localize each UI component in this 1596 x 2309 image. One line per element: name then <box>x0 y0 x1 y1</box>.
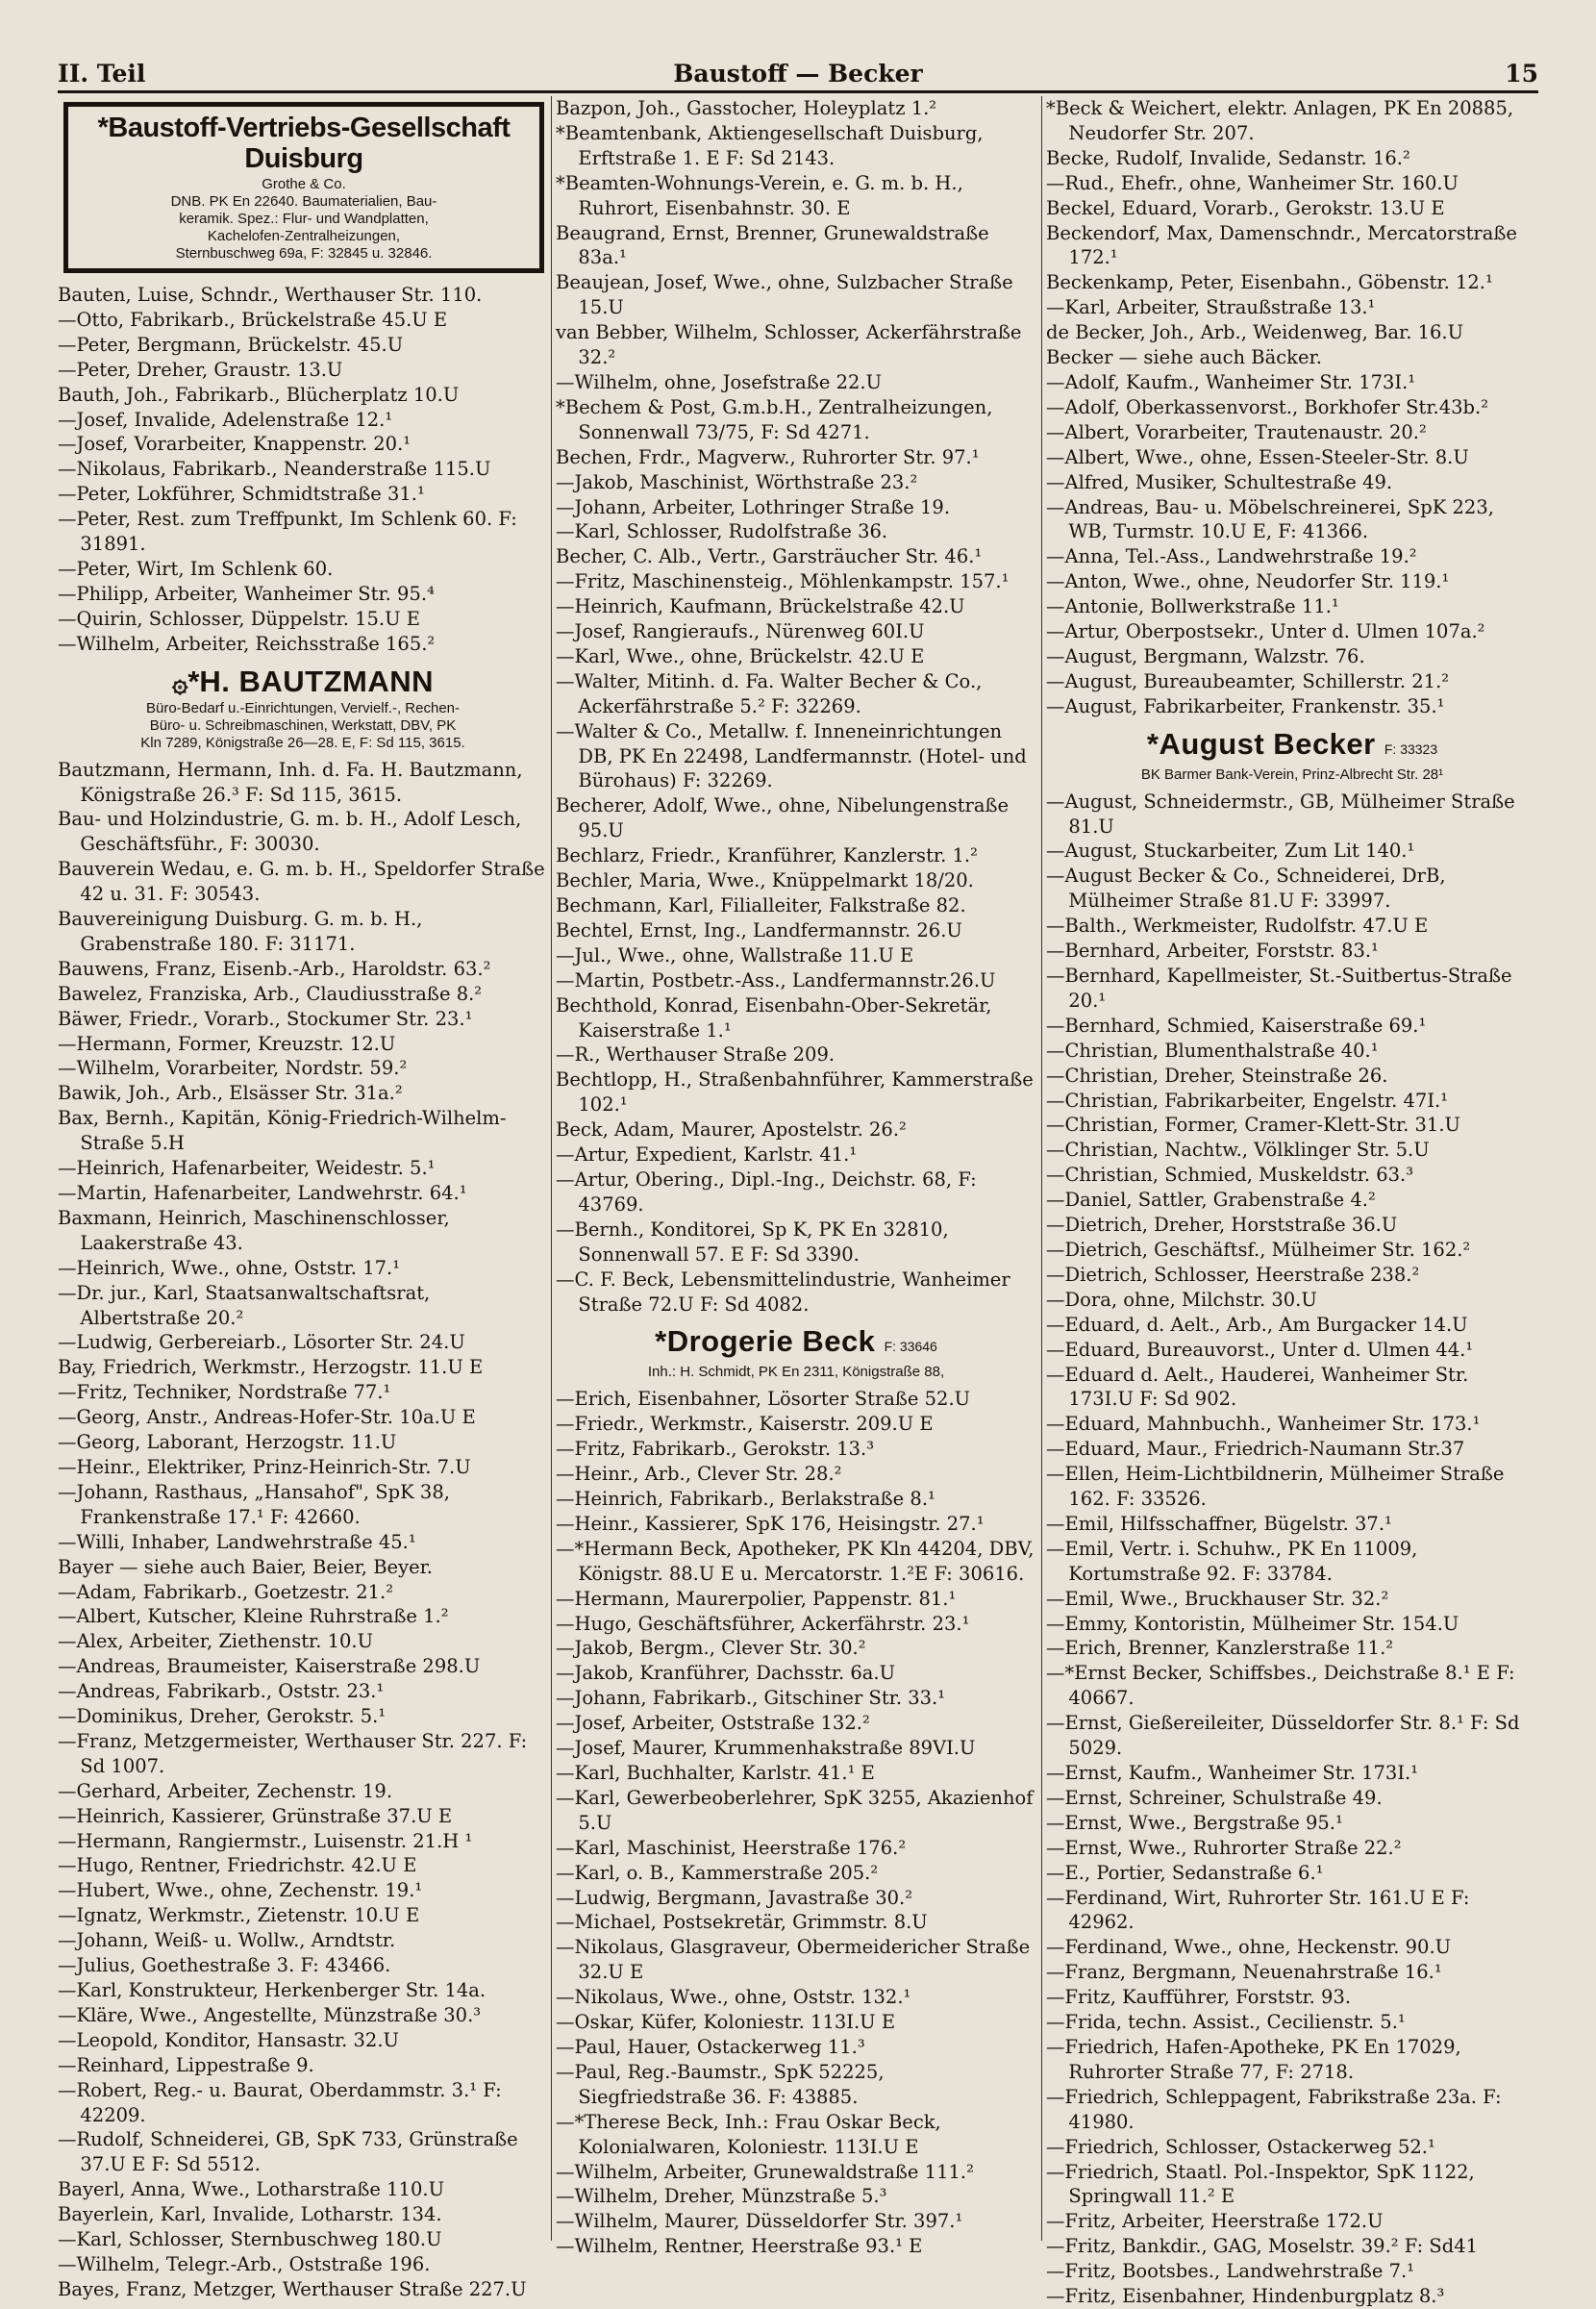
advert-line: Sternbuschweg 69a, F: 32845 u. 32846. <box>175 245 433 262</box>
directory-entry: —Oskar, Küfer, Koloniestr. 113I.U E <box>556 2011 896 2034</box>
directory-entry: —Nikolaus, Fabrikarb., Neanderstraße 115.U <box>58 458 491 481</box>
directory-entry: —Ludwig, Bergmann, Javastraße 30.² <box>556 1886 913 1909</box>
directory-entry: —Martin, Postbetr.-Ass., Landfermannstr.26.U <box>556 968 996 991</box>
directory-entry: —August, Bergmann, Walzstr. 76. <box>1046 644 1365 667</box>
directory-entry: —Erich, Eisenbahner, Lösorter Straße 52.U <box>556 1388 971 1411</box>
directory-entry: —Reinhard, Lippestraße 9. <box>58 2053 314 2076</box>
directory-entry: —Fritz, Bootsbes., Landwehrstraße 7.¹ <box>1046 2260 1415 2283</box>
directory-entry: —Johann, Weiß- u. Wollw., Arndtstr. <box>58 1929 396 1952</box>
directory-entry: —Bernh., Konditorei, Sp K, PK En 32810, Sonnenwall 57. E F: Sd 3390. <box>556 1217 949 1266</box>
directory-entry: —Kläre, Wwe., Angestellte, Münzstraße 30.³ <box>58 2003 482 2026</box>
advert-drogerie-beck <box>556 1324 1036 1381</box>
directory-entry: *Beamtenbank, Aktiengesellschaft Duisburg, Erftstraße 1. E F: Sd 2143. <box>556 121 984 169</box>
directory-entry: Bechlarz, Friedr., Kranführer, Kanzlerstr. 1.² <box>556 844 978 867</box>
directory-entry: Bayes, Franz, Metzger, Werthauser Straße 227.U <box>58 2277 527 2300</box>
directory-entry: —*Therese Beck, Inh.: Frau Oskar Beck, Kolonialwaren, Koloniestr. 113I.U E <box>556 2110 941 2158</box>
directory-entry: —Peter, Dreher, Graustr. 13.U <box>58 358 343 381</box>
directory-entry: —Friedrich, Hafen-Apotheke, PK En 17029, Ruhrorter Straße 77, F: 2718. <box>1046 2035 1461 2083</box>
directory-entry: —Wilhelm, Telegr.-Arb., Oststraße 196. <box>58 2252 431 2275</box>
directory-entry: —Karl, Wwe., ohne, Brückelstr. 42.U E <box>556 644 925 667</box>
directory-entry: Beckendorf, Max, Damenschndr., Mercatorstraße 172.¹ <box>1046 221 1517 269</box>
directory-entry: —August, Stuckarbeiter, Zum Lit 140.¹ <box>1046 840 1415 863</box>
directory-entry: Bauth, Joh., Fabrikarb., Blücherplatz 10.U <box>58 383 460 406</box>
directory-entry: —Artur, Expedient, Karlstr. 41.¹ <box>556 1143 858 1167</box>
directory-entry: Bechtel, Ernst, Ing., Landfermannstr. 26.U <box>556 918 962 941</box>
entry-list <box>58 758 548 2302</box>
directory-entry: —August Becker & Co., Schneiderei, DrB, Mülheimer Straße 81.U F: 33997. <box>1046 865 1446 913</box>
directory-entry: —Nikolaus, Wwe., ohne, Oststr. 132.¹ <box>556 1986 911 2009</box>
directory-entry: —Fritz, Fabrikarb., Gerokstr. 13.³ <box>556 1438 875 1461</box>
directory-entry: —August, Schneidermstr., GB, Mülheimer Straße 81.U <box>1046 790 1515 838</box>
directory-entry: —Andreas, Bau- u. Möbelschreinerei, SpK 223, WB, Turmstr. 10.U E, F: 41366. <box>1046 495 1494 543</box>
directory-entry: —Walter & Co., Metallw. f. Inneneinrichtungen DB, PK En 22498, Landfermannstr. (Hotel- und Bürohaus) F: 32269. <box>556 719 1027 792</box>
header-title: Baustoff — Becker <box>673 60 923 88</box>
directory-entry: Bawik, Joh., Arb., Elsässer Str. 31a.² <box>58 1082 403 1105</box>
directory-entry: —Fritz, Bankdir., GAG, Moselstr. 39.² F: Sd41 <box>1046 2235 1479 2258</box>
directory-entry: —Ernst, Kaufm., Wanheimer Str. 173I.¹ <box>1046 1762 1419 1784</box>
directory-entry: —Gerhard, Arbeiter, Zechenstr. 19. <box>58 1779 393 1802</box>
directory-entry: —Balth., Werkmeister, Rudolfstr. 47.U E <box>1046 915 1429 938</box>
directory-entry: Bechmann, Karl, Filialleiter, Falkstraße 82. <box>556 894 966 916</box>
directory-entry: van Bebber, Wilhelm, Schlosser, Ackerfährstraße 32.² <box>556 321 1022 369</box>
directory-entry: —Karl, o. B., Kammerstraße 205.² <box>556 1861 879 1884</box>
directory-entry: —Hugo, Rentner, Friedrichstr. 42.U E <box>58 1854 417 1877</box>
directory-entry: —Heinrich, Kaufmann, Brückelstraße 42.U <box>556 595 965 618</box>
directory-entry: —Hermann, Rangiermstr., Luisenstr. 21.H ¹ <box>58 1829 473 1852</box>
directory-entry: Beck, Adam, Maurer, Apostelstr. 26.² <box>556 1118 907 1142</box>
directory-entry: —Alex, Arbeiter, Ziethenstr. 10.U <box>58 1630 374 1653</box>
directory-entry: —Eduard d. Aelt., Hauderei, Wanheimer Str. 173I.U F: Sd 902. <box>1046 1363 1469 1411</box>
directory-entry: —Ernst, Schreiner, Schulstraße 49. <box>1046 1786 1383 1809</box>
directory-entry: —Dr. jur., Karl, Staatsanwaltschaftsrat, Albertstraße 20.² <box>58 1281 431 1329</box>
directory-entry: Beckel, Eduard, Vorarb., Gerokstr. 13.U E <box>1046 196 1445 219</box>
directory-entry: —Peter, Bergmann, Brückelstr. 45.U <box>58 333 404 356</box>
directory-entry: —Willi, Inhaber, Landwehrstraße 45.¹ <box>58 1530 416 1553</box>
directory-entry: Bäwer, Friedr., Vorarb., Stockumer Str. 23.¹ <box>58 1007 473 1030</box>
directory-entry: —*Hermann Beck, Apotheker, PK Kln 44204, DBV, Königstr. 88.U E u. Mercatorstr. 1.²E F: 30616. <box>556 1537 1035 1585</box>
advert-line: DNB. PK En 22640. Baumaterialien, Bau- <box>170 193 437 210</box>
advert-phone: F: 33646 <box>884 1339 937 1355</box>
directory-entry: —August, Fabrikarbeiter, Frankenstr. 35.¹ <box>1046 694 1445 717</box>
header-rule <box>58 90 1538 93</box>
advert-line: BK Barmer Bank-Verein, Prinz-Albrecht Str. 28¹ <box>1140 765 1444 783</box>
directory-entry: —Albert, Vorarbeiter, Trautenaustr. 20.² <box>1046 420 1427 443</box>
directory-entry: Bayerl, Anna, Wwe., Lotharstraße 110.U <box>58 2178 444 2201</box>
advert-line: Büro-Bedarf u.-Einrichtungen, Vervielf.-, Rechen- <box>146 699 460 716</box>
directory-entry: —Adam, Fabrikarb., Goetzestr. 21.² <box>58 1580 394 1603</box>
column-divider <box>551 96 552 2241</box>
directory-entry: —Nikolaus, Glasgraveur, Obermeidericher Straße 32.U E <box>556 1936 1031 1984</box>
directory-entry: —Heinr., Kassierer, SpK 176, Heisingstr. 27.¹ <box>556 1512 985 1535</box>
directory-entry: —Georg, Anstr., Andreas-Hofer-Str. 10a.U E <box>58 1406 476 1429</box>
directory-entry: —Josef, Vorarbeiter, Knappenstr. 20.¹ <box>58 433 411 456</box>
directory-entry: —Wilhelm, Vorarbeiter, Nordstr. 59.² <box>58 1057 408 1080</box>
directory-entry: —Ignatz, Werkmstr., Zietenstr. 10.U E <box>58 1904 420 1927</box>
directory-entry: *Beck & Weichert, elektr. Anlagen, PK En 20885, Neudorfer Str. 207. <box>1046 97 1514 144</box>
directory-entry: —Alfred, Musiker, Schultestraße 49. <box>1046 470 1393 493</box>
directory-entry: —Christian, Former, Cramer-Klett-Str. 31.U <box>1046 1114 1460 1137</box>
directory-entry: —Robert, Reg.- u. Baurat, Oberdammstr. 3.¹ F: 42209. <box>58 2078 502 2126</box>
directory-entry: —Philipp, Arbeiter, Wanheimer Str. 95.⁴ <box>58 582 435 605</box>
directory-entry: —Bernhard, Arbeiter, Forststr. 83.¹ <box>1046 940 1379 963</box>
bautzmann-logo-icon: ۞ <box>171 666 188 697</box>
directory-entry: Bax, Bernh., Kapitän, König-Friedrich-Wilhelm-Straße 5.H <box>58 1107 507 1155</box>
directory-entry: —Christian, Dreher, Steinstraße 26. <box>1046 1064 1388 1087</box>
advert-line: Büro- u. Schreibmaschinen, Werkstatt, DBV, PK <box>149 716 457 734</box>
directory-entry: *Bechem & Post, G.m.b.H., Zentralheizungen, Sonnenwall 73/75, F: Sd 4271. <box>556 395 993 443</box>
directory-entry: Becher, C. Alb., Vertr., Garsträucher Str. 46.¹ <box>556 545 983 568</box>
advert-title: *Baustoff-Vertriebs-Gesellschaft Duisburg <box>97 113 511 174</box>
directory-entry: —R., Werthauser Straße 209. <box>556 1043 835 1067</box>
directory-entry: —Adolf, Oberkassenvorst., Borkhofer Str.43b.² <box>1046 395 1489 418</box>
directory-entry: —Dietrich, Schlosser, Heerstraße 238.² <box>1046 1263 1420 1286</box>
directory-entry: —Martin, Hafenarbeiter, Landwehrstr. 64.¹ <box>58 1182 467 1204</box>
directory-entry: —Heinrich, Hafenarbeiter, Weidestr. 5.¹ <box>58 1157 436 1180</box>
directory-entry: —Michael, Postsekretär, Grimmstr. 8.U <box>556 1911 928 1934</box>
directory-entry: —Hubert, Wwe., ohne, Zechenstr. 19.¹ <box>58 1879 423 1902</box>
directory-entry: —Karl, Schlosser, Sternbuschweg 180.U <box>58 2228 442 2251</box>
directory-entry: —Peter, Wirt, Im Schlenk 60. <box>58 557 334 580</box>
directory-entry: —Heinrich, Fabrikarb., Berlakstraße 8.¹ <box>556 1488 935 1511</box>
directory-entry: Bauvereinigung Duisburg. G. m. b. H., Grabenstraße 180. F: 31171. <box>58 908 423 955</box>
directory-entry: Beckenkamp, Peter, Eisenbahn., Göbenstr. 12.¹ <box>1046 271 1493 294</box>
directory-entry: —Johann, Rasthaus, „Hansahof", SpK 38, Frankenstraße 17.¹ F: 42660. <box>58 1480 450 1528</box>
column-1 <box>58 96 548 2300</box>
directory-entry: Beaugrand, Ernst, Brenner, Grunewaldstraße 83a.¹ <box>556 221 989 269</box>
directory-entry: —Ellen, Heim-Lichtbildnerin, Mülheimer Straße 162. F: 33526. <box>1046 1463 1505 1511</box>
directory-entry: Bauten, Luise, Schndr., Werthauser Str. 110. <box>58 284 483 306</box>
entry-list <box>1046 96 1538 719</box>
directory-entry: —Dietrich, Geschäftsf., Mülheimer Str. 162.² <box>1046 1238 1471 1261</box>
directory-entry: —Albert, Wwe., ohne, Essen-Steeler-Str. 8.U <box>1046 445 1469 468</box>
directory-entry: —Emil, Vertr. i. Schuhw., PK En 11009, Kortumstraße 92. F: 33784. <box>1046 1537 1418 1585</box>
directory-entry: —C. F. Beck, Lebensmittelindustrie, Wanheimer Straße 72.U F: Sd 4082. <box>556 1267 1010 1316</box>
directory-entry: —Quirin, Schlosser, Düppelstr. 15.U E <box>58 607 420 630</box>
directory-entry: —Josef, Rangieraufs., Nürenweg 60I.U <box>556 620 925 643</box>
directory-entry: —Jakob, Bergm., Clever Str. 30.² <box>556 1637 866 1660</box>
advert-title: *Drogerie Beck <box>655 1324 876 1359</box>
directory-entry: —Julius, Goethestraße 3. F: 43466. <box>58 1954 391 1977</box>
directory-entry: —Johann, Arbeiter, Lothringer Straße 19. <box>556 495 951 518</box>
directory-entry: —Andreas, Fabrikarb., Oststr. 23.¹ <box>58 1680 385 1703</box>
directory-entry: —Jakob, Maschinist, Wörthstraße 23.² <box>556 470 918 493</box>
advert-bautzmann <box>58 665 548 752</box>
directory-entry: —Friedrich, Staatl. Pol.-Inspektor, SpK 1122, Springwall 11.² E <box>1046 2160 1475 2208</box>
directory-entry: —Heinr., Elektriker, Prinz-Heinrich-Str. 7.U <box>58 1455 471 1478</box>
directory-entry: Bauverein Wedau, e. G. m. b. H., Speldorfer Straße 42 u. 31. F: 30543. <box>58 858 545 906</box>
directory-entry: —Wilhelm, Dreher, Münzstraße 5.³ <box>556 2185 887 2208</box>
directory-entry: Bazpon, Joh., Gasstocher, Holeyplatz 1.² <box>556 97 937 119</box>
advert-title: *August Becker <box>1146 726 1376 761</box>
directory-entry: —Emmy, Kontoristin, Mülheimer Str. 154.U <box>1046 1612 1459 1635</box>
directory-entry: —Antonie, Bollwerkstraße 11.¹ <box>1046 595 1339 618</box>
directory-entry: —Jakob, Kranführer, Dachsstr. 6a.U <box>556 1662 896 1685</box>
entry-list <box>556 96 1036 1317</box>
directory-entry: Bechen, Frdr., Magverw., Ruhrorter Str. 97.¹ <box>556 445 980 468</box>
directory-entry: —Heinr., Arb., Clever Str. 28.² <box>556 1463 842 1486</box>
directory-entry: Bayerlein, Karl, Invalide, Lotharstr. 134. <box>58 2203 442 2226</box>
advert-august-becker <box>1046 727 1538 784</box>
advert-phone: F: 33323 <box>1384 740 1438 757</box>
directory-entry: —Fritz, Techniker, Nordstraße 77.¹ <box>58 1381 391 1404</box>
directory-entry: —Otto, Fabrikarb., Brückelstraße 45.U E <box>58 308 448 331</box>
directory-entry: —Dominikus, Dreher, Gerokstr. 5.¹ <box>58 1705 387 1728</box>
directory-entry: Bechthold, Konrad, Eisenbahn-Ober-Sekretär, Kaiserstraße 1.¹ <box>556 993 992 1042</box>
directory-entry: —Eduard, Bureauvorst., Unter d. Ulmen 44.¹ <box>1046 1338 1474 1361</box>
directory-entry: —Johann, Fabrikarb., Gitschiner Str. 33.¹ <box>556 1687 946 1710</box>
directory-entry: —Emil, Hilfsschaffner, Bügelstr. 37.¹ <box>1046 1512 1392 1535</box>
directory-entry: —Wilhelm, Rentner, Heerstraße 93.¹ E <box>556 2235 923 2258</box>
directory-entry: *Beamten-Wohnungs-Verein, e. G. m. b. H., Ruhrort, Eisenbahnstr. 30. E <box>556 171 963 219</box>
directory-entry: Beaujean, Josef, Wwe., ohne, Sulzbacher Straße 15.U <box>556 271 1013 319</box>
directory-entry: —Paul, Hauer, Ostackerweg 11.³ <box>556 2035 865 2058</box>
directory-entry: Bautzmann, Hermann, Inh. d. Fa. H. Bautzmann, Königstraße 26.³ F: Sd 115, 3615. <box>58 758 523 806</box>
directory-entry: Bayer — siehe auch Baier, Beier, Beyer. <box>58 1555 434 1578</box>
header-part-label: II. Teil <box>58 60 146 88</box>
directory-entry: —Friedrich, Schlosser, Ostackerweg 52.¹ <box>1046 2135 1435 2158</box>
directory-entry: —Fritz, Eisenbahner, Hindenburgplatz 8.³ <box>1046 2285 1445 2308</box>
directory-entry: —Franz, Metzgermeister, Werthauser Str. 227. F: Sd 1007. <box>58 1729 528 1777</box>
directory-entry: —Karl, Maschinist, Heerstraße 176.² <box>556 1836 907 1859</box>
directory-entry: —Bernhard, Kapellmeister, St.-Suitbertus-Straße 20.¹ <box>1046 965 1512 1012</box>
directory-entry: —Fritz, Maschinensteig., Möhlenkampstr. 157.¹ <box>556 570 1010 593</box>
directory-entry: —Christian, Nachtw., Völklinger Str. 5.U <box>1046 1139 1430 1162</box>
directory-entry: —Hermann, Maurerpolier, Pappenstr. 81.¹ <box>556 1587 957 1610</box>
directory-entry: —Walter, Mitinh. d. Fa. Walter Becher & Co., Ackerfährstraße 5.² F: 32269. <box>556 669 983 717</box>
directory-entry: —Karl, Konstrukteur, Herkenberger Str. 14a. <box>58 1979 486 2001</box>
directory-entry: Becker — siehe auch Bäcker. <box>1046 346 1322 369</box>
directory-entry: —Hermann, Former, Kreuzstr. 12.U <box>58 1032 396 1055</box>
directory-entry: Bawelez, Franziska, Arb., Claudiusstraße 8.² <box>58 982 483 1005</box>
page-number: 15 <box>1505 60 1538 88</box>
directory-entry: —Artur, Obering., Dipl.-Ing., Deichstr. 68, F: 43769. <box>556 1167 977 1216</box>
directory-entry: —Fritz, Kaufführer, Forststr. 93. <box>1046 1986 1352 2009</box>
directory-entry: —Andreas, Braumeister, Kaiserstraße 298.U <box>58 1655 481 1678</box>
directory-entry: —Christian, Schmied, Muskeldstr. 63.³ <box>1046 1164 1414 1187</box>
directory-entry: —Jul., Wwe., ohne, Wallstraße 11.U E <box>556 943 914 966</box>
directory-entry: —Heinrich, Kassierer, Grünstraße 37.U E <box>58 1804 453 1827</box>
directory-entry: Bau- und Holzindustrie, G. m. b. H., Adolf Lesch, Geschäftsführ., F: 30030. <box>58 808 522 856</box>
directory-entry: —Josef, Arbeiter, Oststraße 132.² <box>556 1712 870 1735</box>
directory-entry: —Dietrich, Dreher, Horststraße 36.U <box>1046 1214 1398 1237</box>
directory-entry: —Wilhelm, ohne, Josefstraße 22.U <box>556 370 883 393</box>
directory-entry: —Georg, Laborant, Herzogstr. 11.U <box>58 1431 397 1454</box>
directory-entry: —Ferdinand, Wwe., ohne, Heckenstr. 90.U <box>1046 1936 1452 1959</box>
directory-entry: de Becker, Joh., Arb., Weidenweg, Bar. 16.U <box>1046 321 1464 344</box>
advert-baustoff-vertrieb <box>63 102 544 273</box>
directory-entry: —Anna, Tel.-Ass., Landwehrstraße 19.² <box>1046 545 1417 568</box>
directory-entry: —Peter, Lokführer, Schmidtstraße 31.¹ <box>58 483 425 506</box>
directory-entry: —Josef, Invalide, Adelenstraße 12.¹ <box>58 408 393 431</box>
directory-entry: —Eduard, Maur., Friedrich-Naumann Str.37 <box>1046 1438 1465 1461</box>
directory-entry: —Christian, Blumenthalstraße 40.¹ <box>1046 1039 1379 1062</box>
directory-entry: —Dora, ohne, Milchstr. 30.U <box>1046 1288 1317 1311</box>
directory-entry: —Karl, Arbeiter, Straußstraße 13.¹ <box>1046 296 1376 319</box>
directory-entry: —Paul, Reg.-Baumstr., SpK 52225, Siegfriedstraße 36. F: 43885. <box>556 2060 885 2108</box>
directory-entry: —Heinrich, Wwe., ohne, Oststr. 17.¹ <box>58 1256 401 1279</box>
advert-line: Inh.: H. Schmidt, PK En 2311, Königstraße 88, <box>647 1364 945 1381</box>
directory-entry: —Ferdinand, Wirt, Ruhrorter Str. 161.U E F: 42962. <box>1046 1886 1470 1934</box>
advert-line: Grothe & Co. <box>262 176 346 192</box>
directory-entry: —Peter, Rest. zum Treffpunkt, Im Schlenk 60. F: 31891. <box>58 508 517 556</box>
directory-entry: —Artur, Oberpostsekr., Unter d. Ulmen 107a.² <box>1046 620 1485 643</box>
directory-entry: —Christian, Fabrikarbeiter, Engelstr. 47I.¹ <box>1046 1089 1449 1112</box>
directory-entry: Bay, Friedrich, Werkmstr., Herzogstr. 11.U E <box>58 1356 484 1379</box>
column-3 <box>1046 96 1538 2308</box>
directory-entry: —Rudolf, Schneiderei, GB, SpK 733, Grünstraße 37.U E F: Sd 5512. <box>58 2128 518 2176</box>
directory-entry: Becke, Rudolf, Invalide, Sedanstr. 16.² <box>1046 146 1410 169</box>
directory-entry: —Karl, Buchhalter, Karlstr. 41.¹ E <box>556 1762 875 1784</box>
directory-entry: Bauwens, Franz, Eisenb.-Arb., Haroldstr. 63.² <box>58 957 491 980</box>
directory-entry: —Rud., Ehefr., ohne, Wanheimer Str. 160.U <box>1046 171 1459 194</box>
directory-entry: —Karl, Schlosser, Rudolfstraße 36. <box>556 520 888 543</box>
directory-entry: —Wilhelm, Arbeiter, Reichsstraße 165.² <box>58 632 436 655</box>
directory-entry: —Friedr., Werkmstr., Kaiserstr. 209.U E <box>556 1413 934 1436</box>
directory-entry: Bechler, Maria, Wwe., Knüppelmarkt 18/20. <box>556 869 974 892</box>
advert-line: Kln 7289, Königstraße 26—28. E, F: Sd 115, 3615. <box>140 734 465 751</box>
entry-list <box>58 283 548 657</box>
directory-entry: —Anton, Wwe., ohne, Neudorfer Str. 119.¹ <box>1046 570 1450 593</box>
directory-entry: —E., Portier, Sedanstraße 6.¹ <box>1046 1861 1324 1884</box>
advert-line: Kachelofen-Zentralheizungen, <box>207 228 401 244</box>
directory-entry: —Emil, Wwe., Bruckhauser Str. 32.² <box>1046 1587 1389 1610</box>
directory-entry: —Wilhelm, Arbeiter, Grunewaldstraße 111.² <box>556 2160 974 2183</box>
directory-entry: —Friedrich, Schleppagent, Fabrikstraße 23a. F: 41980. <box>1046 2085 1502 2133</box>
directory-entry: —Hugo, Geschäftsführer, Ackerfährstr. 23.¹ <box>556 1612 970 1635</box>
page-header <box>58 60 1538 94</box>
directory-entry: —Ernst, Wwe., Ruhrorter Straße 22.² <box>1046 1836 1402 1859</box>
directory-entry: —*Ernst Becker, Schiffsbes., Deichstraße 8.¹ E F: 40667. <box>1046 1662 1515 1710</box>
directory-entry: —Daniel, Sattler, Grabenstraße 4.² <box>1046 1189 1376 1212</box>
directory-entry: Baxmann, Heinrich, Maschinenschlosser, Laakerstraße 43. <box>58 1206 450 1254</box>
directory-entry: —Frida, techn. Assist., Cecilienstr. 5.¹ <box>1046 2011 1406 2034</box>
entry-list <box>1046 790 1538 2309</box>
directory-entry: —Bernhard, Schmied, Kaiserstraße 69.¹ <box>1046 1014 1427 1037</box>
directory-entry: Becherer, Adolf, Wwe., ohne, Nibelungenstraße 95.U <box>556 794 1010 842</box>
directory-entry: —Wilhelm, Maurer, Düsseldorfer Str. 397.¹ <box>556 2210 963 2233</box>
directory-entry: —Ernst, Gießereileiter, Düsseldorfer Str. 8.¹ F: Sd 5029. <box>1046 1712 1520 1760</box>
directory-entry: —Leopold, Konditor, Hansastr. 32.U <box>58 2028 399 2051</box>
directory-entry: —Adolf, Kaufm., Wanheimer Str. 173I.¹ <box>1046 370 1416 393</box>
directory-entry: —Fritz, Arbeiter, Heerstraße 172.U <box>1046 2210 1384 2233</box>
entry-list <box>556 1387 1036 2259</box>
directory-entry: —Karl, Gewerbeoberlehrer, SpK 3255, Akazienhof 5.U <box>556 1786 1034 1834</box>
directory-entry: —Ernst, Wwe., Bergstraße 95.¹ <box>1046 1811 1343 1834</box>
directory-entry: —August, Bureaubeamter, Schillerstr. 21.² <box>1046 669 1450 692</box>
directory-entry: Bechtlopp, H., Straßenbahnführer, Kammerstraße 102.¹ <box>556 1068 1034 1117</box>
advert-line: keramik. Spez.: Flur- und Wandplatten, <box>179 211 429 227</box>
directory-entry: —Albert, Kutscher, Kleine Ruhrstraße 1.² <box>58 1605 449 1628</box>
directory-entry: —Eduard, d. Aelt., Arb., Am Burgacker 14.U <box>1046 1313 1468 1336</box>
advert-title: *H. BAUTZMANN <box>187 664 435 698</box>
directory-entry: —Ludwig, Gerbereiarb., Lösorter Str. 24.U <box>58 1331 465 1354</box>
column-divider <box>1041 96 1042 2241</box>
directory-entry: —Josef, Maurer, Krummenhakstraße 89VI.U <box>556 1737 976 1760</box>
directory-entry: —Franz, Bergmann, Neuenahrstraße 16.¹ <box>1046 1961 1442 1984</box>
column-2 <box>556 96 1036 2258</box>
directory-entry: —Erich, Brenner, Kanzlerstraße 11.² <box>1046 1637 1394 1660</box>
directory-entry: —Eduard, Mahnbuchh., Wanheimer Str. 173.¹ <box>1046 1413 1481 1436</box>
